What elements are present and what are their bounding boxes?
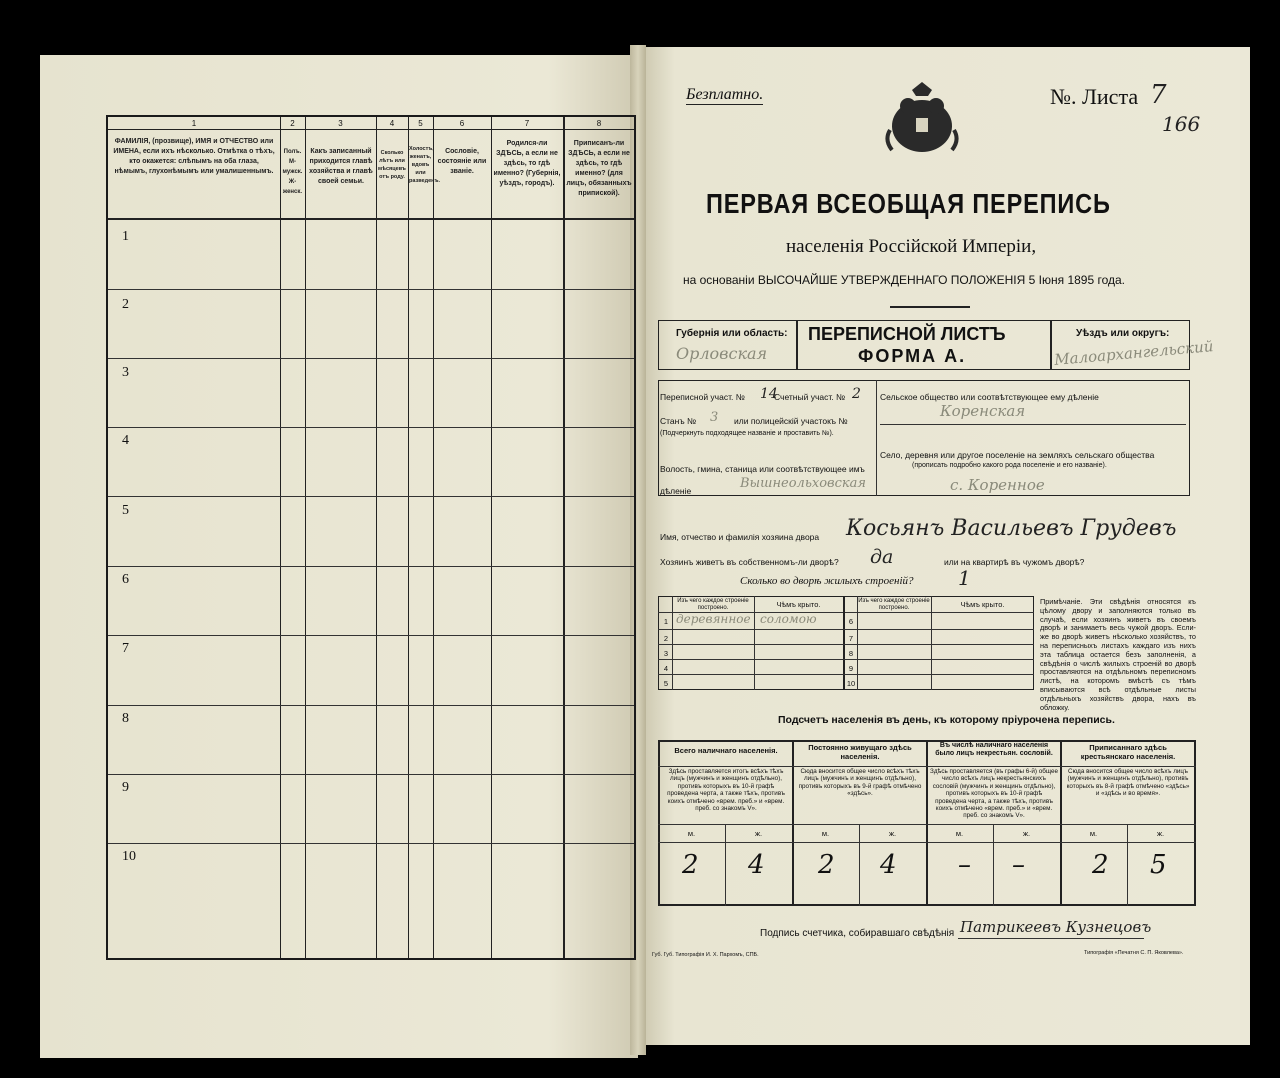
basis-line: на основаніи ВЫСОЧАЙШЕ УТВЕРЖДЕННАГО ПОЛОЖЕНІЯ 5 Іюня 1895 года. — [683, 273, 1126, 287]
sex-label: м. — [821, 829, 830, 838]
note-text: Примѣчаніе. Эти свѣдѣнія относятся къ цѣлому двору и заполняются только въ случаѣ, если хозяинъ живетъ въ своемъ дворѣ и занимаетъ весь чужой дворъ. Если-же во дворѣ живетъ нѣсколько хозяйствъ, то на переписныхъ листахъ каждаго изъ нихъ эта таблица остается безъ заполненія, а свѣдѣнія о числѣ жилыхъ строеній во дворѣ проставляются на отдѣльномъ переписномъ листѣ, на которомъ вмѣстѣ съ тѣмъ вписываются всѣ отдѣльные листы отдѣльныхъ хозяйствъ двора, нахъ въ обложку. — [1040, 597, 1196, 712]
row-line — [658, 674, 1034, 675]
column-divider — [408, 117, 409, 958]
column-header-registered: Приписанъ-ли ЗДѢСЬ, а если не здѣсь, то гдѣ именно? (для лицъ, обязанныхъ припиской). — [566, 140, 632, 197]
gubernia-label: Губернія или область: — [676, 328, 788, 339]
printer-left: Губ. Губ. Типографія И. Х. Пархомъ, СПБ. — [652, 952, 759, 958]
row-number: 8 — [122, 711, 129, 726]
row-number: 1 — [122, 229, 129, 244]
count-value: 2 — [1092, 850, 1109, 880]
column-divider — [280, 117, 281, 958]
column-number: 7 — [524, 119, 530, 128]
row-line — [108, 289, 634, 290]
double-headed-eagle-icon — [882, 80, 962, 156]
gubernia-value: Орловская — [676, 344, 768, 363]
signature-line — [958, 938, 1144, 939]
column-divider — [563, 117, 565, 958]
schetny-value: 2 — [852, 386, 861, 402]
row-number: 4 — [122, 433, 129, 448]
sheet-number: 7 — [1150, 80, 1167, 110]
form-subtitle: ФОРМА А. — [858, 346, 967, 366]
printer-right: Типографія «Печатня С. П. Яковлева». — [1084, 950, 1184, 956]
divider — [876, 380, 877, 496]
own-house-value: да — [870, 546, 894, 568]
row-number: 6 — [122, 572, 129, 587]
divider — [792, 740, 794, 906]
buildings-label: Сколько во дворѣ жилыхъ строеній? — [740, 575, 914, 587]
sex-label: ж. — [888, 829, 897, 838]
building-1-roof: соломою — [760, 612, 817, 626]
buildings-col-material: Изъ чего каждое строеніе построено. — [858, 598, 930, 611]
row-line — [108, 496, 634, 497]
row-number: 2 — [122, 297, 129, 312]
volost-value: Вышнеольховская — [740, 476, 867, 491]
count-value: 4 — [748, 850, 765, 880]
row-line — [108, 358, 634, 359]
row-line — [108, 705, 634, 706]
selskoe-label: Сельское общество или соотвѣтствующее ему дѣленіе — [880, 392, 1099, 402]
page-title: ПЕРВАЯ ВСЕОБЩАЯ ПЕРЕПИСЬ — [706, 188, 1111, 219]
selo-label: Село, деревня или другое поселеніе на земляхъ сельскаго общества — [880, 450, 1155, 460]
count-description: Сюда вносится общее число всѣхъ лицъ (мужчинъ и женщинъ отдѣльно), противъ которыхъ въ 8-й графѣ отмѣчено «здѣсь» и «здѣсь и во время». — [1066, 768, 1190, 798]
buildings-value: 1 — [958, 566, 971, 590]
row-line — [658, 659, 1034, 660]
column-number: 5 — [418, 119, 423, 128]
fill-line — [880, 424, 1186, 425]
signature-value: Патрикеевъ Кузнецовъ — [960, 918, 1152, 936]
building-row-number: 5 — [663, 679, 669, 688]
column-header-marital: Холостъ, женатъ, вдовъ или разведенъ. — [409, 146, 440, 184]
building-row-number: 10 — [846, 679, 856, 688]
row-number: 3 — [122, 365, 129, 380]
building-row-number: 9 — [848, 664, 854, 673]
perepisnoy-value: 14 — [760, 386, 778, 402]
page-subtitle: населенія Россійской Имперіи, — [786, 236, 1037, 257]
uezd-label: Уѣздъ или округъ: — [1076, 328, 1170, 339]
census-table — [106, 115, 636, 960]
own-house-label: Хозяинъ живетъ въ собственномъ-ли дворѣ? — [660, 557, 839, 567]
column-divider — [376, 117, 377, 958]
sex-label: м. — [955, 829, 964, 838]
header-number-line — [108, 129, 634, 130]
divider — [843, 596, 845, 690]
sex-label: ж. — [1156, 829, 1165, 838]
column-header-age: Сколько лѣтъ или мѣсяцевъ отъ роду. — [378, 150, 406, 180]
column-number: 4 — [389, 119, 395, 128]
count-value: 2 — [682, 850, 699, 880]
building-row-number: 3 — [663, 649, 669, 658]
building-row-number: 7 — [848, 634, 854, 643]
divider — [796, 320, 798, 370]
header-bottom-line — [108, 218, 634, 220]
row-number: 10 — [122, 849, 136, 864]
building-row-number: 6 — [848, 617, 854, 626]
count-value: – — [958, 850, 971, 880]
row-line — [658, 629, 1034, 630]
owner-value: Косьянъ Васильевъ Грудевъ — [846, 516, 1177, 541]
schetny-label: Счетный участ. № — [774, 392, 846, 402]
divider — [890, 306, 970, 308]
selo-value: с. Коренное — [950, 476, 1045, 494]
rent-label: или на квартирѣ въ чужомъ дворѣ? — [944, 557, 1085, 567]
count-description: Сюда вносится общее число всѣхъ тѣхъ лицъ (мужчинъ и женщинъ отдѣльно), противъ которыхъ въ 9-й графѣ отмѣчено «здѣсь». — [798, 768, 922, 798]
underline-note: (Подчеркнуть подходящее названіе и проставить №). — [660, 430, 834, 437]
count-head: Приписаннаго здѣсь крестьянскаго населенія. — [1080, 743, 1176, 761]
row-line — [658, 842, 1196, 843]
sheet-label: №. Листа — [1050, 84, 1139, 109]
count-head: Въ числѣ наличнаго населенія было лицъ некрестьян. сословій. — [935, 742, 1053, 757]
count-value: 5 — [1150, 850, 1167, 880]
column-number: 1 — [191, 119, 197, 128]
divider — [1060, 740, 1062, 906]
row-line — [658, 766, 1196, 767]
row-line — [108, 635, 634, 636]
count-description: Здѣсь проставляется (въ графы 6-й) общее число всѣхъ лицъ некрестьянскихъ сословій (мужчинъ и женщинъ отдѣльно), противъ которыхъ въ 10-й графѣ проведена черта, а также тѣхъ, противъ коихъ отмѣчено «врем. преб.» и «врем. преб. со знакомъ V». — [930, 768, 1058, 820]
count-value: 4 — [880, 850, 897, 880]
divider — [926, 740, 928, 906]
buildings-col-roof: Чѣмъ крыто. — [776, 600, 821, 609]
row-line — [108, 427, 634, 428]
sex-label: м. — [1089, 829, 1098, 838]
building-row-number: 4 — [663, 664, 669, 673]
row-line — [658, 644, 1034, 645]
column-number: 8 — [596, 119, 602, 128]
row-number: 5 — [122, 503, 129, 518]
count-description: Здѣсь проставляется итогъ всѣхъ тѣхъ лицъ (мужчинъ и женщинъ отдѣльно), противъ которыхъ въ 10-й графѣ проведена черта, а также тѣхъ, противъ коихъ отмѣчено «врем. преб.» и «врем. преб. со знакомъ V». — [667, 768, 785, 813]
column-header-estate: Сословіе, состояніе или званіе. — [437, 148, 487, 175]
form-title: ПЕРЕПИСНОЙ ЛИСТЪ — [808, 324, 1006, 344]
sex-label: ж. — [1022, 829, 1031, 838]
count-value: 2 — [818, 850, 835, 880]
column-divider — [491, 117, 492, 958]
police-label: или полицейскій участокъ № — [734, 416, 848, 426]
building-1-material: деревянное — [676, 612, 751, 626]
count-head: Всего наличнаго населенія. — [674, 746, 778, 755]
page-number: 166 — [1162, 112, 1201, 136]
column-number: 6 — [459, 119, 465, 128]
divider — [1050, 320, 1052, 370]
stan-value: 3 — [710, 410, 719, 425]
signature-label: Подпись счетчика, собиравшаго свѣдѣнія — [760, 928, 955, 939]
volost-label: Волость, гмина, станица или соотвѣтствующее имъ дѣленіе — [660, 464, 865, 496]
row-line — [108, 566, 634, 567]
divider — [754, 596, 755, 690]
perepisnoy-label: Переписной участ. № — [660, 392, 745, 402]
buildings-col-roof: Чѣмъ крыто. — [960, 600, 1005, 609]
column-divider — [433, 117, 434, 958]
owner-label: Имя, отчество и фамилія хозяина двора — [660, 532, 820, 542]
column-header-birthplace: Родился-ли ЗДѢСЬ, а если не здѣсь, то гдѣ именно? (Губернія, уѣздъ, городъ). — [493, 140, 561, 187]
column-number: 2 — [290, 119, 295, 128]
count-value: – — [1012, 850, 1025, 880]
sex-label: м. — [687, 829, 696, 838]
count-head: Постоянно живущаго здѣсь населенія. — [808, 743, 912, 761]
column-divider — [305, 117, 306, 958]
column-header-relation: Какъ записанный приходится главѣ хозяйства и главѣ своей семьи. — [309, 148, 373, 185]
stan-label: Станъ № — [660, 416, 697, 426]
selo-note: (прописать подробно какого рода поселеніе и его названіе). — [912, 462, 1107, 469]
row-line — [108, 774, 634, 775]
column-number: 3 — [338, 119, 343, 128]
column-header-name: ФАМИЛІЯ, (прозвище), ИМЯ и ОТЧЕСТВО или ИМЕНА, если ихъ нѣсколько. Отмѣтка о тѣхъ, кто окажется: слѣпымъ на оба глаза, нѣмымъ, глухонѣмымъ или умалишеннымъ. — [113, 138, 275, 175]
free-label: Безплатно. — [686, 86, 764, 103]
row-number: 7 — [122, 641, 129, 656]
count-title: Подсчетъ населенія въ день, къ которому пріурочена перепись. — [778, 714, 1115, 726]
selskoe-value: Коренская — [940, 402, 1026, 420]
building-row-number: 2 — [663, 634, 669, 643]
row-number: 9 — [122, 780, 129, 795]
column-header-sex: Полъ. М-мужск. Ж-женск. — [282, 149, 303, 195]
buildings-col-material: Изъ чего каждое строеніе построено. — [677, 598, 749, 611]
row-line — [108, 843, 634, 844]
divider — [931, 596, 932, 690]
sex-label: ж. — [754, 829, 763, 838]
uezd-value: Малоархангельский — [1053, 337, 1215, 369]
building-row-number: 8 — [848, 649, 854, 658]
building-row-number: 1 — [663, 617, 669, 626]
row-line — [658, 824, 1196, 825]
